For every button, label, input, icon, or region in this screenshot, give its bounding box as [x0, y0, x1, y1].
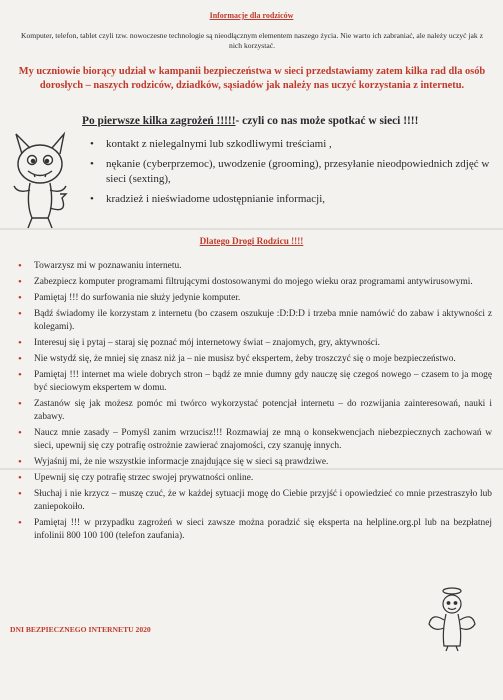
advice-item: • Słuchaj i nie krzycz – muszę czuć, że w każdej sytuacji mogę do Ciebie przyjść i opowiedzieć co mnie przestraszyło lub zaniepokoiło. [16, 488, 492, 514]
threats-heading [82, 115, 498, 127]
advice-item: • Zastanów się jak możesz pomóc mi twórco wykorzystać potencjał internetu – do rozwijania zainteresowań, nauki i zabawy. [16, 398, 492, 424]
threats-heading-underlined: Po pierwsze kilka zagrożeń !!!!! [82, 115, 236, 127]
threats-list [86, 137, 490, 211]
advice-item: • Upewnij się czy potrafię strzec swojej prywatności online. [16, 472, 492, 485]
header-title: Informacje dla rodziców [209, 11, 294, 20]
advice-item: • Zabezpiecz komputer programami filtrującymi dostosowanymi do mojego wieku oraz programami antywirusowymi. [16, 276, 492, 289]
advice-item: • Nie wstydź się, że mniej się znasz niż ja – nie musisz być ekspertem, żeby troszczyć się o moje bezpieczeństwo. [16, 353, 492, 366]
angel-mascot-icon [426, 586, 478, 652]
devil-mascot-icon [4, 128, 76, 232]
intro-paragraph: Komputer, telefon, tablet czyli tzw. nowoczesne technologie są nieodłącznym elementem naszego życia. Nie warto ich zabraniać, ale należy uczyć jak z nich korzystać. [21, 31, 483, 50]
threat-item: • nękanie (cyberprzemoc), uwodzenie (grooming), przesyłanie nieodpowiednich zdjęć w sieci (sexting), [86, 157, 490, 188]
appeal-paragraph: My uczniowie biorący udział w kampanii bezpieczeństwa w sieci przedstawiamy zatem kilka rad dla osób dorosłych – naszych rodziców, dziadków, sąsiadów jak należy nas uczyć korzystania z internetu. [18, 66, 486, 91]
footer-campaign-label: DNI BEZPIECZNEGO INTERNETU 2020 [10, 625, 151, 634]
parents-heading: Dlatego Drogi Rodzicu !!!! [199, 236, 304, 246]
advice-item: • Wyjaśnij mi, że nie wszystkie informacje znajdujące się w sieci są prawdziwe. [16, 456, 492, 469]
advice-item: • Pamiętaj !!! w przypadku zagrożeń w sieci zawsze można poradzić się eksperta na helpline.org.pl lub na bezpłatnej infolinii 800 100 100 (telefon zaufania). [16, 517, 492, 543]
advice-item: • Pamiętaj !!! do surfowania nie służy jedynie komputer. [16, 292, 492, 305]
threat-item: • kradzież i nieświadome udostępnianie informacji, [86, 192, 490, 208]
advice-item: • Interesuj się i pytaj – staraj się poznać mój internetowy świat – znajomych, gry, aktywności. [16, 337, 492, 350]
threat-item: • kontakt z nielegalnymi lub szkodliwymi treściami , [86, 137, 490, 153]
advice-item: • Pamiętaj !!! internet ma wiele dobrych stron – bądź ze mnie dumny gdy nauczę się czegoś nowego – czasem to ja mogę być sieciowym ekspertem w domu. [16, 369, 492, 395]
advice-item: • Naucz mnie zasady – Pomyśl zanim wrzucisz!!! Rozmawiaj ze mną o konsekwencjach niebezpiecznych zachowań w sieci, upewnij się czy potrafię ostrożnie zawierać znajomości, czy szanuję innych. [16, 427, 492, 453]
advice-item: • Bądź świadomy ile korzystam z internetu (bo czasem oszukuje :D:D:D i trzeba mnie namówić do zabaw i aktywności z kolegami). [16, 308, 492, 334]
advice-list [16, 260, 492, 546]
threats-heading-rest: - czyli co nas może spotkać w sieci !!!! [235, 115, 419, 127]
advice-item: • Towarzysz mi w poznawaniu internetu. [16, 260, 492, 273]
